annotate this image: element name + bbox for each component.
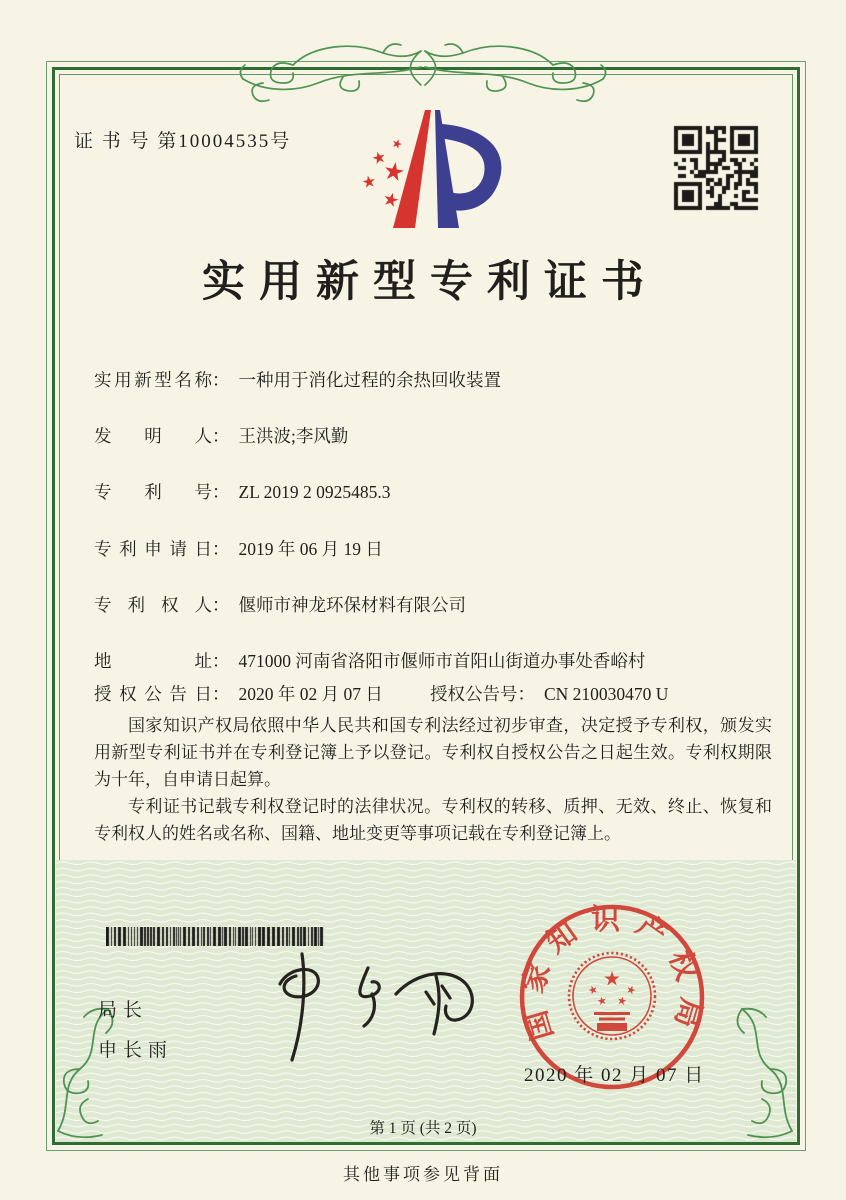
field-row-patent-no — [94, 479, 790, 504]
field-label: 发 明 人 — [94, 426, 212, 446]
field-value: CN 210030470 U — [544, 684, 669, 704]
certificate-number: 证 书 号 第10004535号 — [74, 131, 292, 152]
legal-paragraph: 国家知识产权局依照中华人民共和国专利法经过初步审查，决定授予专利权，颁发实用新型专利证书并在专利登记簿上予以登记。专利权自授权公告之日起生效。专利权期限为十年，自申请日起算。 — [94, 716, 772, 789]
field-label: 实用新型名称 — [94, 370, 212, 390]
page-number: 第 1 页 (共 2 页) — [369, 1120, 477, 1137]
field-colon: ： — [212, 684, 230, 704]
field-value: 王洪波;李风勤 — [238, 426, 349, 446]
cnipa-logo-icon — [338, 102, 518, 240]
field-row-address — [94, 648, 790, 673]
grant-number-group — [430, 681, 668, 706]
field-value: ZL 2019 2 0925485.3 — [238, 482, 391, 502]
field-colon: ： — [212, 426, 230, 446]
legal-paragraph: 专利证书记载专利权登记时的法律状况。专利权的转移、质押、无效、终止、恢复和专利权人的姓名或名称、国籍、地址变更等事项记载在专利登记簿上。 — [94, 797, 772, 843]
field-colon: ： — [212, 539, 230, 559]
field-row-grant — [94, 681, 790, 706]
field-value: 2020 年 02 月 07 日 — [238, 684, 383, 704]
field-colon: ： — [212, 595, 230, 615]
field-label: 专 利 号 — [94, 482, 212, 502]
handwritten-signature-icon — [222, 942, 492, 1067]
signatory-block — [98, 991, 173, 1071]
grant-date-group — [94, 684, 383, 704]
signatory-name: 申长雨 — [98, 1040, 174, 1061]
seal-date: 2020 年 02 月 07 日 — [524, 1065, 705, 1086]
field-colon: ： — [517, 684, 535, 704]
qr-code-icon — [672, 124, 760, 212]
field-colon: ： — [212, 482, 230, 502]
certificate-title: 实用新型专利证书 — [202, 259, 658, 306]
field-value: 偃师市神龙环保材料有限公司 — [238, 595, 466, 615]
field-colon: ： — [212, 370, 230, 390]
field-row-patentee — [94, 592, 790, 617]
seal-text: 国家知识产权局 — [516, 904, 708, 1044]
field-label: 授权公告号 — [430, 684, 518, 704]
legal-text — [94, 712, 772, 847]
field-label: 专利申请日 — [94, 539, 212, 559]
field-row-inventor — [94, 423, 790, 448]
back-side-note: 其他事项参见背面 — [343, 1165, 503, 1184]
field-colon: ： — [212, 651, 230, 671]
field-row-filing-date — [94, 536, 790, 561]
field-row-name — [94, 367, 790, 392]
field-value: 一种用于消化过程的余热回收装置 — [238, 370, 501, 390]
field-label: 授权公告日 — [94, 684, 212, 704]
field-label: 地 址 — [94, 651, 212, 671]
green-scroll-ornament-icon — [233, 27, 613, 103]
field-value: 2019 年 06 月 19 日 — [238, 539, 383, 559]
field-label: 专 利 权 人 — [94, 595, 212, 615]
field-value: 471000 河南省洛阳市偃师市首阳山街道办事处香峪村 — [238, 651, 646, 671]
signatory-title: 局长 — [98, 1000, 149, 1021]
